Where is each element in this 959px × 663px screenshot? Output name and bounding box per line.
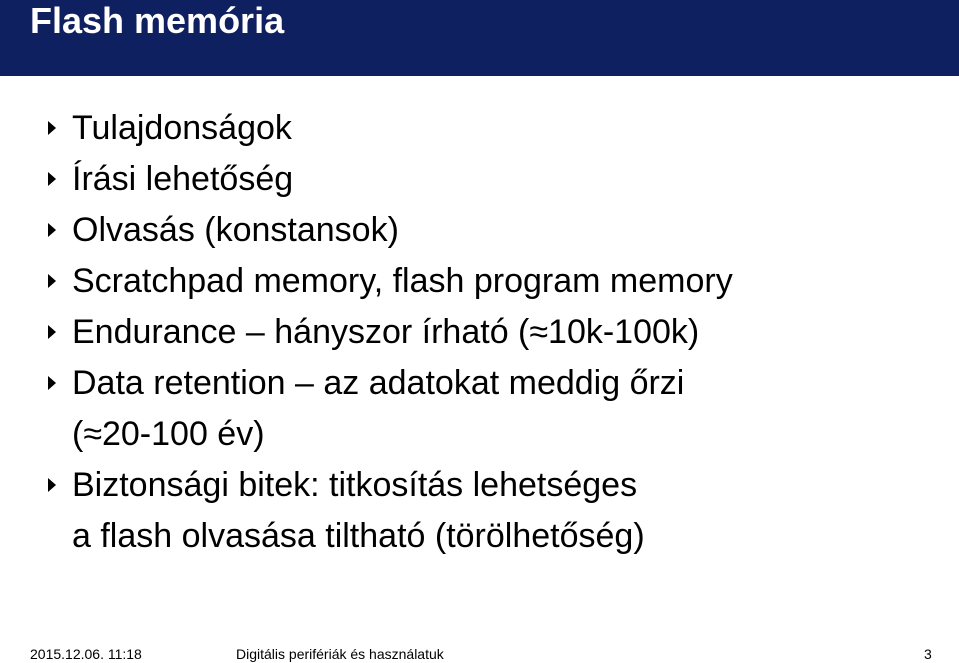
bullet-arrow-icon [48,478,56,492]
bullet-arrow-icon [48,172,56,186]
bullet-text: Biztonsági bitek: titkosítás lehetséges [72,466,638,504]
bullet-list [48,103,928,562]
bullet-item [48,307,928,358]
footer-date: 2015.12.06. 11:18 [30,646,142,662]
bullet-arrow-icon [48,274,56,288]
bullet-item [48,256,928,307]
bullet-text-continuation: (≈20-100 év) [72,415,265,453]
page-number: 3 [924,646,932,662]
bullet-text: Endurance – hányszor írható (≈10k-100k) [72,313,700,351]
bullet-text-continuation: a flash olvasása tiltható (törölhetőség) [72,517,645,555]
bullet-text: Data retention – az adatokat meddig őrzi [72,364,685,402]
bullet-arrow-icon [48,121,56,135]
bullet-text: Írási lehetőség [72,160,294,198]
bullet-text: Olvasás (konstansok) [72,211,399,249]
bullet-item [48,103,928,154]
bullet-item [48,154,928,205]
slide-title: Flash memória [30,0,285,41]
bullet-text: Scratchpad memory, flash program memory [72,262,733,300]
title-bar [0,0,959,76]
bullet-item [48,460,928,562]
bullet-item [48,358,928,460]
bullet-text: Tulajdonságok [72,109,292,147]
bullet-arrow-icon [48,376,56,390]
bullet-arrow-icon [48,325,56,339]
footer-title: Digitális perifériák és használatuk [236,646,444,662]
bullet-arrow-icon [48,223,56,237]
bullet-item [48,205,928,256]
